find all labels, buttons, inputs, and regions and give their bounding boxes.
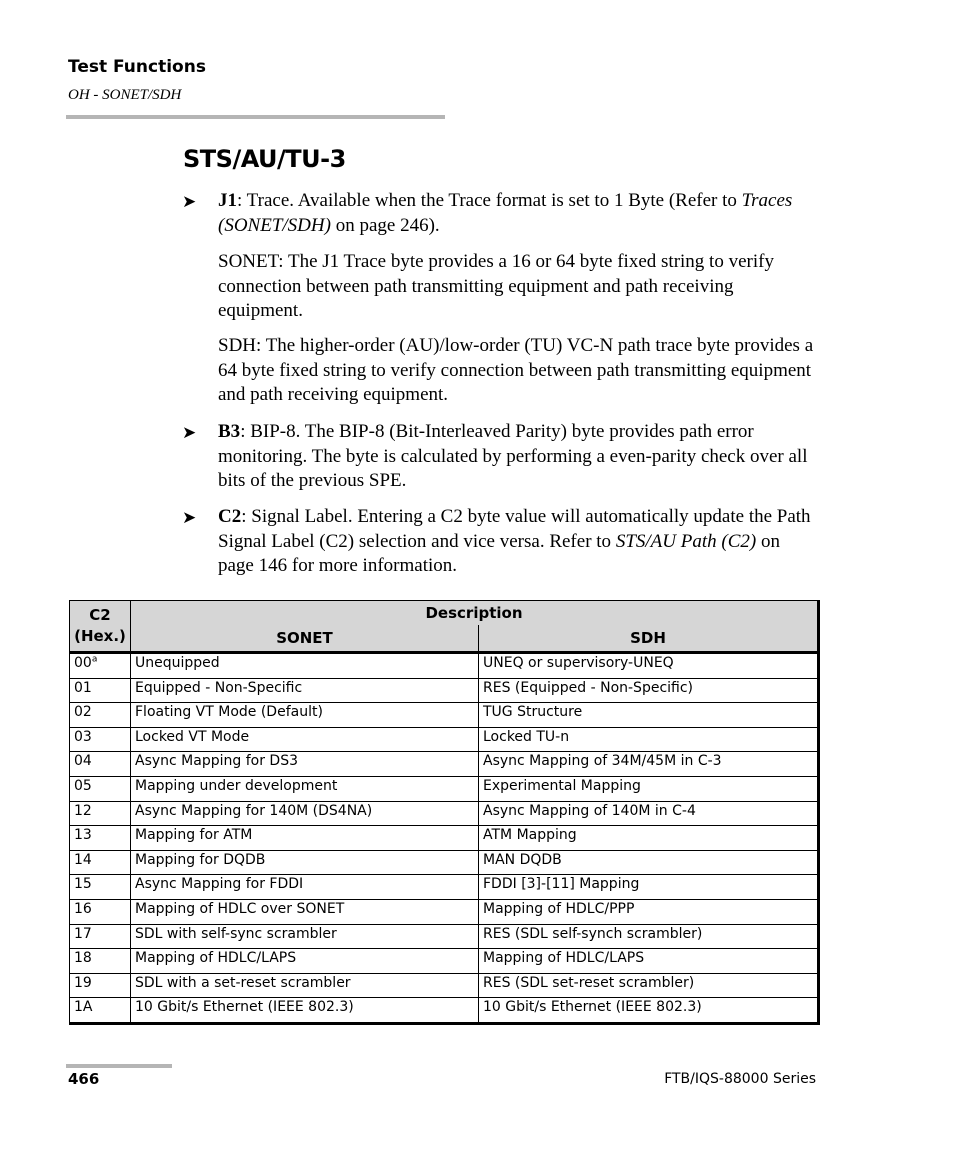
hex-cell: 02 (70, 703, 131, 728)
hex-cell: 17 (70, 924, 131, 949)
b3-text: : BIP-8. The BIP-8 (Bit-Interleaved Parity) byte provides path error monitoring. The byte is calculated by performing a even-parity check over all bits of the previous SPE. (218, 421, 808, 491)
footer-divider (66, 1064, 172, 1068)
sonet-cell: Unequipped (131, 653, 479, 679)
j1-text: : Trace. Available when the Trace format is set to 1 Byte (Refer to (237, 190, 742, 211)
bullet-b3 (182, 420, 818, 494)
c2-text: : Signal Label. Entering a C2 byte value will automatically update the Path Signal Label (C2) selection and vice versa. Refer to (218, 506, 811, 552)
table-row (70, 703, 819, 728)
bullet-j1 (182, 189, 818, 238)
running-header-subtitle: OH - SONET/SDH (68, 87, 182, 103)
sdh-cell: Locked TU-n (479, 727, 819, 752)
hex-cell: 16 (70, 899, 131, 924)
j1-sonet-paragraph: SONET: The J1 Trace byte provides a 16 or 64 byte fixed string to verify connection between path transmitting equipment and path receiving equipment. (218, 251, 774, 321)
table-row (70, 924, 819, 949)
bullet-arrow-icon: ➤ (182, 192, 197, 211)
sonet-cell: Mapping of HDLC over SONET (131, 899, 479, 924)
table-row (70, 973, 819, 998)
sonet-cell: Mapping of HDLC/LAPS (131, 949, 479, 974)
sdh-cell: RES (SDL self-synch scrambler) (479, 924, 819, 949)
column-header-sonet: SONET (131, 625, 479, 653)
hex-cell: 04 (70, 752, 131, 777)
hex-cell: 18 (70, 949, 131, 974)
sdh-cell: Mapping of HDLC/PPP (479, 899, 819, 924)
table-row (70, 875, 819, 900)
hex-cell: 1A (70, 998, 131, 1024)
table-row (70, 850, 819, 875)
sonet-cell: Floating VT Mode (Default) (131, 703, 479, 728)
sonet-cell: Mapping under development (131, 776, 479, 801)
hex-cell: 01 (70, 678, 131, 703)
sonet-cell: Async Mapping for DS3 (131, 752, 479, 777)
term-b3: B3 (218, 421, 241, 442)
table-body (70, 653, 819, 1024)
j1-text-end: on page 246). (330, 214, 440, 236)
link-traces[interactable]: Traces (SONET/SDH) (218, 190, 793, 236)
sdh-cell: 10 Gbit/s Ethernet (IEEE 802.3) (479, 998, 819, 1024)
sdh-cell: Mapping of HDLC/LAPS (479, 949, 819, 974)
hex-cell: 15 (70, 875, 131, 900)
j1-sdh-paragraph: SDH: The higher-order (AU)/low-order (TU) VC-N path trace byte provides a 64 byte fixed string to verify connection between path transmitting equipment and path receiving equipment. (218, 335, 814, 405)
sdh-cell: Async Mapping of 140M in C-4 (479, 801, 819, 826)
term-j1: J1 (218, 190, 237, 211)
sonet-cell: Async Mapping for FDDI (131, 875, 479, 900)
term-c2: C2 (218, 506, 242, 527)
sonet-cell: Mapping for ATM (131, 826, 479, 851)
table-row (70, 752, 819, 777)
table-row (70, 826, 819, 851)
sdh-cell: ATM Mapping (479, 826, 819, 851)
sonet-cell: SDL with self-sync scrambler (131, 924, 479, 949)
footnote-marker: a (91, 654, 98, 665)
c2-signal-label-table (69, 600, 820, 1025)
hex-cell: 12 (70, 801, 131, 826)
table-row (70, 727, 819, 752)
sonet-cell: 10 Gbit/s Ethernet (IEEE 802.3) (131, 998, 479, 1024)
column-header-description: Description (131, 601, 819, 625)
hex-cell: 19 (70, 973, 131, 998)
hex-cell: 03 (70, 727, 131, 752)
bullet-c2 (182, 505, 818, 579)
sdh-cell: TUG Structure (479, 703, 819, 728)
hex-cell: 00$^a$ (70, 653, 131, 679)
section-title: STS/AU/TU-3 (183, 145, 346, 173)
table-row (70, 949, 819, 974)
column-header-c2: C2 (Hex.) (70, 601, 131, 653)
sdh-cell: RES (SDL set-reset scrambler) (479, 973, 819, 998)
c2-text-end: on page 146 for more information. (218, 530, 780, 576)
sdh-cell: FDDI [3]-[11] Mapping (479, 875, 819, 900)
sonet-cell: Locked VT Mode (131, 727, 479, 752)
table-row (70, 678, 819, 703)
sdh-cell: Async Mapping of 34M/45M in C-3 (479, 752, 819, 777)
product-series: FTB/IQS-88000 Series (664, 1071, 816, 1087)
bullet-arrow-icon: ➤ (182, 423, 197, 442)
table-row (70, 653, 819, 679)
sonet-cell: Mapping for DQDB (131, 850, 479, 875)
sdh-cell: MAN DQDB (479, 850, 819, 875)
sdh-cell: UNEQ or supervisory-UNEQ (479, 653, 819, 679)
table-row (70, 801, 819, 826)
sonet-cell: SDL with a set-reset scrambler (131, 973, 479, 998)
table-row (70, 776, 819, 801)
column-header-sdh: SDH (479, 625, 819, 653)
table-row (70, 899, 819, 924)
sonet-cell: Async Mapping for 140M (DS4NA) (131, 801, 479, 826)
running-header-title: Test Functions (68, 57, 206, 77)
link-sts-au-path-c2[interactable]: STS/AU Path (C2) (615, 530, 757, 552)
hex-cell: 14 (70, 850, 131, 875)
header-divider (66, 115, 445, 119)
sdh-cell: Experimental Mapping (479, 776, 819, 801)
sdh-cell: RES (Equipped - Non-Specific) (479, 678, 819, 703)
hex-cell: 05 (70, 776, 131, 801)
hex-cell: 13 (70, 826, 131, 851)
sonet-cell: Equipped - Non-Specific (131, 678, 479, 703)
bullet-arrow-icon: ➤ (182, 508, 197, 527)
table-row (70, 998, 819, 1024)
page-number: 466 (68, 1070, 100, 1088)
